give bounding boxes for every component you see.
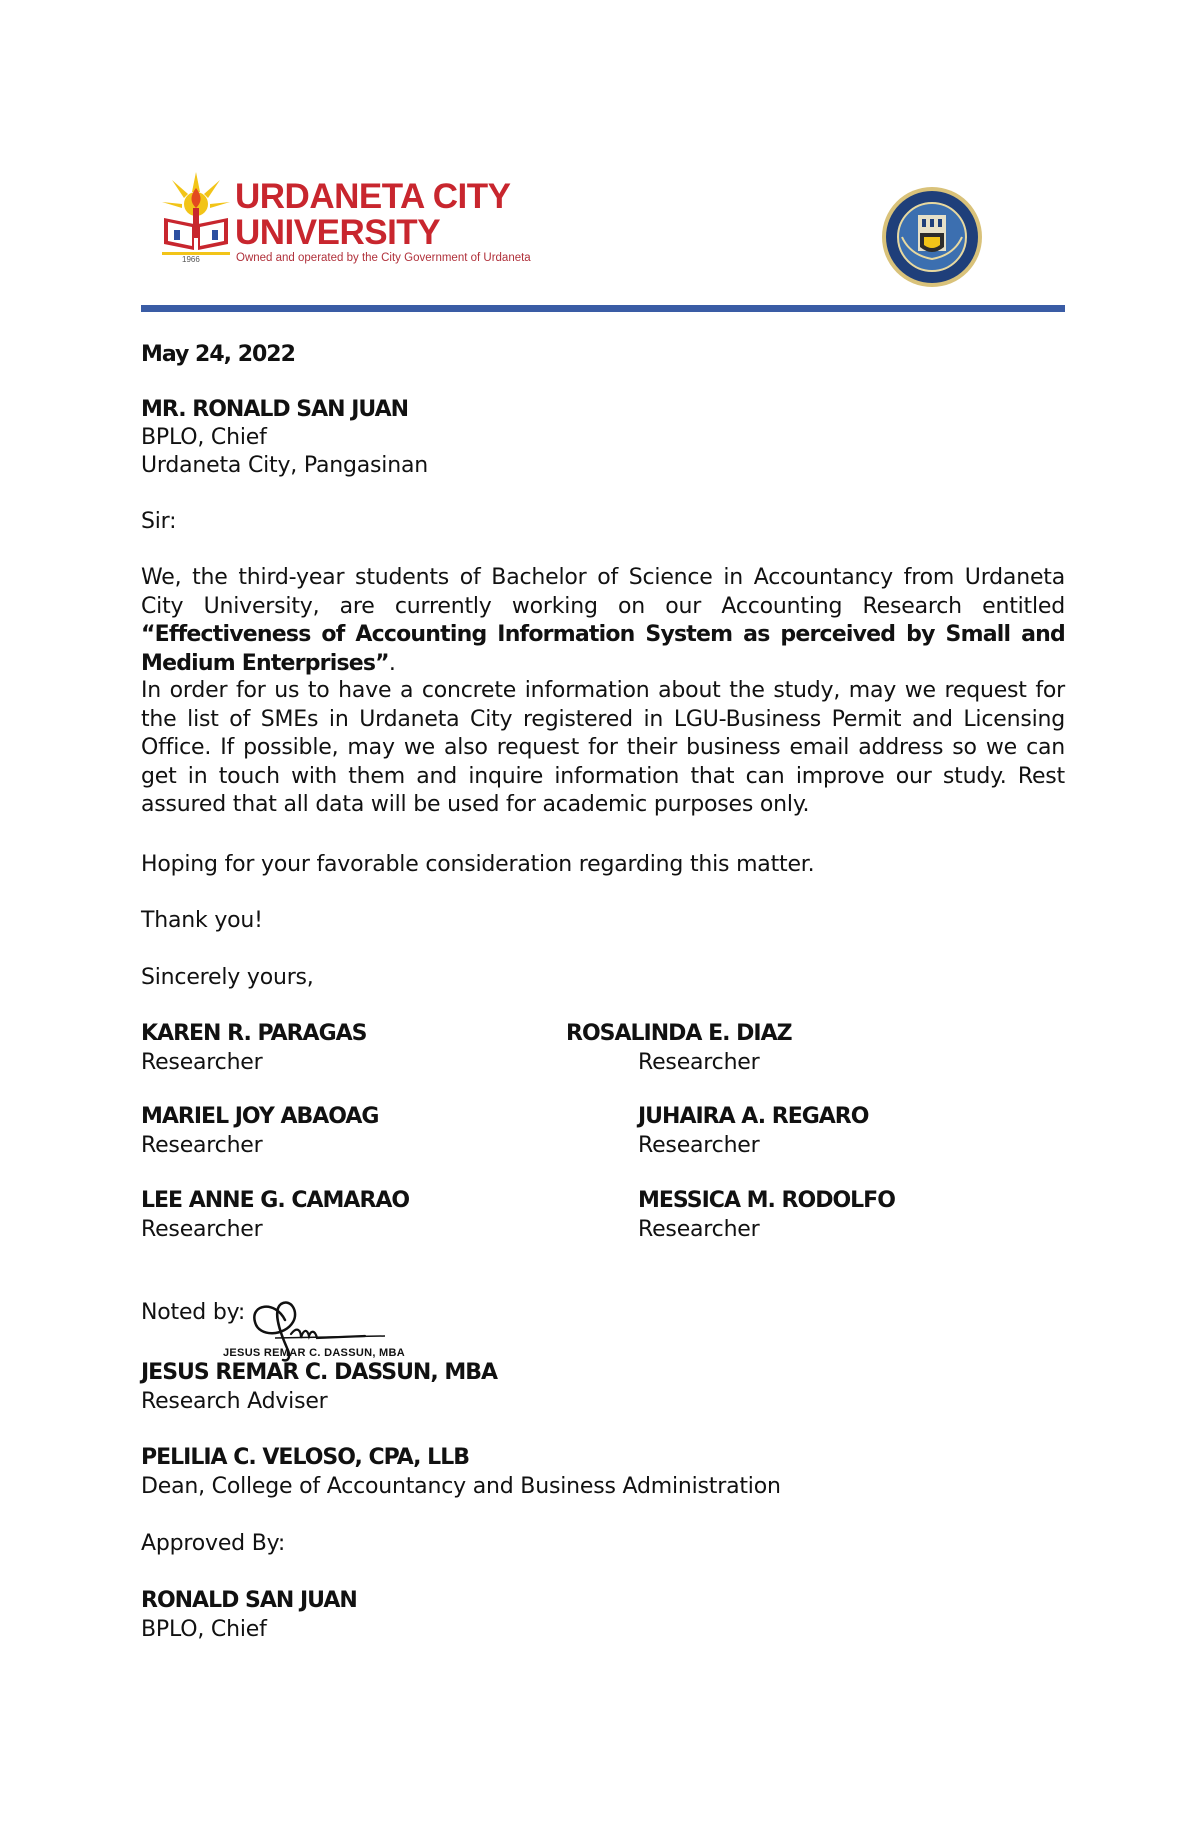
- research-title: “Effectiveness of Accounting Information System as perceived by Small and Medium Enterprises”: [141, 622, 1065, 676]
- signature-caption: JESUS REMAR C. DASSUN, MBA: [223, 1347, 405, 1359]
- recipient-title: BPLO, Chief: [141, 425, 267, 450]
- university-name-line2: UNIVERSITY: [235, 213, 441, 252]
- recipient-name: MR. RONALD SAN JUAN: [141, 397, 409, 422]
- body-paragraph-2: In order for us to have a concrete information about the study, may we request for the list of SMEs in Urdaneta City registered in LGU-Business Permit and Licensing Office. If possible, may we also request for their business email address so we can get in touch with them and inquire information that can improve our study. Rest assured that all data will be used for academic purposes only.: [141, 678, 1065, 817]
- logo-founded-year: 1966: [182, 255, 200, 264]
- college-seal-icon: [880, 185, 984, 289]
- researcher-4-name: JUHAIRA A. REGARO: [638, 1104, 869, 1129]
- researcher-5-name: LEE ANNE G. CAMARAO: [141, 1188, 410, 1213]
- paragraph-1-end: .: [388, 650, 396, 676]
- letter-date: May 24, 2022: [141, 342, 295, 367]
- recipient-address: Urdaneta City, Pangasinan: [141, 453, 428, 478]
- researcher-4-role: Researcher: [638, 1133, 760, 1158]
- researcher-1-name: KAREN R. PARAGAS: [141, 1021, 367, 1046]
- body-paragraph-1: [141, 564, 1065, 678]
- header-divider: [141, 305, 1065, 312]
- researcher-1-role: Researcher: [141, 1050, 263, 1075]
- researcher-2-name: ROSALINDA E. DIAZ: [566, 1021, 792, 1046]
- adviser-name: JESUS REMAR C. DASSUN, MBA: [141, 1360, 498, 1385]
- university-name: [235, 179, 510, 251]
- thanks-line: Thank you!: [141, 908, 263, 933]
- researcher-3-role: Researcher: [141, 1133, 263, 1158]
- university-tagline: Owned and operated by the City Government of Urdaneta: [236, 252, 531, 264]
- dean-name: PELILIA C. VELOSO, CPA, LLB: [141, 1445, 469, 1470]
- university-logo: [158, 170, 531, 270]
- approver-title: BPLO, Chief: [141, 1617, 267, 1642]
- approved-by-label: Approved By:: [141, 1531, 286, 1556]
- closing-line: Sincerely yours,: [141, 965, 314, 990]
- torch-book-emblem-icon: [158, 170, 234, 262]
- salutation: Sir:: [141, 509, 177, 534]
- researcher-6-name: MESSICA M. RODOLFO: [638, 1188, 895, 1213]
- noted-by-label: Noted by:: [141, 1300, 246, 1325]
- dean-title: Dean, College of Accountancy and Business Administration: [141, 1474, 781, 1499]
- researcher-2-role: Researcher: [638, 1050, 760, 1075]
- approver-name: RONALD SAN JUAN: [141, 1588, 357, 1613]
- university-name-line1: URDANETA CITY: [235, 177, 511, 216]
- researcher-5-role: Researcher: [141, 1217, 263, 1242]
- body-paragraph-3: Hoping for your favorable consideration regarding this matter.: [141, 852, 815, 877]
- adviser-title: Research Adviser: [141, 1389, 328, 1414]
- researcher-6-role: Researcher: [638, 1217, 760, 1242]
- paragraph-1-text: We, the third-year students of Bachelor of Science in Accountancy from Urdaneta City University, are currently working on our Accounting Research entitled: [141, 565, 1065, 619]
- researcher-3-name: MARIEL JOY ABAOAG: [141, 1104, 379, 1129]
